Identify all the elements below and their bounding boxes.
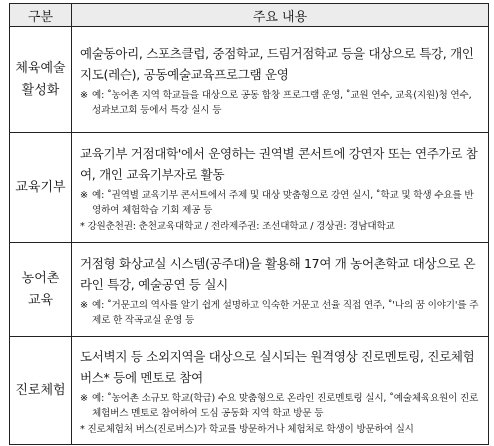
example-note (80, 391, 482, 422)
category-line: 체육예술 (15, 60, 66, 76)
example-note (80, 298, 482, 329)
table-row (10, 133, 489, 243)
category-line: 활성화 (21, 82, 60, 98)
note-mark: ※ (80, 392, 88, 404)
main-text: 교육기부 거점대학'에서 운영하는 권역별 콘서트에 강연자 또는 연주가로 참여, 개인 교육기부자로 활동 (80, 145, 478, 182)
table-row (10, 27, 489, 133)
note-mark: ※ (80, 89, 88, 101)
note-text: 예: ˚농어촌 소규모 학교(학급) 수요 맞춤형으로 온라인 진로멘토링 실시, ˚예술체육요원이 진로체험버스 멘토로 참여하여 도심 공동화 지역 학교 방문 등 (92, 392, 479, 420)
main-text: 예술동아리, 스포츠클럽, 중점학교, 드림거점학교 등을 대상으로 특강, 개인 지도(레슨), 공동예술교육프로그램 운영 (80, 45, 474, 82)
category-line: 진로체험 (15, 382, 66, 398)
category-cell (10, 337, 72, 445)
content-cell (72, 133, 489, 243)
program-table (9, 3, 489, 445)
table-header-row (10, 4, 489, 27)
table-row (10, 337, 489, 445)
note-mark: ※ (80, 299, 88, 311)
header-content: 주요 내용 (72, 4, 489, 27)
category-line: 교육 (27, 292, 54, 308)
main-text: 거점형 화상교실 시스템(공주대)을 활용해 17여 개 농어촌학교 대상으로 온라인 특강, 예술공연 등 실시 (80, 255, 476, 292)
note-text: 예: ˚거문고의 역사를 알기 쉽게 설명하고 익숙한 거문고 선율 직접 연주, ˚'나의 꿈 이야기'를 주제로 한 작곡교실 운영 등 (92, 299, 479, 326)
note-text: 예: ˚권역별 교육기부 콘서트에서 주제 및 대상 맞춤형으로 강연 실시, ˚학교 및 학생 수요를 반영하여 체험학습 기회 제공 등 (92, 189, 474, 217)
content-cell (72, 337, 489, 445)
footnote-text: * 강원춘천권: 춘천교육대학교 / 전라제주권: 조선대학교 / 경상권: 경남대학교 (80, 220, 395, 232)
header-category: 구분 (10, 4, 72, 27)
table-row (10, 243, 489, 337)
note-text: 예: ˚농어촌 지역 학교들을 대상으로 공동 합창 프로그램 운영, ˚교원 연수, 교육(지원)청 연수, 성과보고회 등에서 특강 실시 등 (92, 89, 472, 116)
content-cell (72, 243, 489, 337)
category-cell (10, 243, 72, 337)
note-mark: ※ (80, 189, 88, 201)
main-text: 도서벽지 등 소외지역을 대상으로 실시되는 원격영상 진로멘토링, 진로체험버스* 등에 멘토로 참여 (80, 348, 475, 385)
category-cell (10, 27, 72, 133)
footnote-text: * 진로체험처 버스(진로버스)가 학교를 방문하거나 체험처로 학생이 방문하여 실시 (80, 423, 414, 435)
content-cell (72, 27, 489, 133)
category-line: 교육기부 (15, 179, 66, 195)
example-note (80, 88, 482, 119)
category-line: 농어촌 (21, 270, 60, 286)
category-cell (10, 133, 72, 243)
example-note (80, 188, 482, 219)
